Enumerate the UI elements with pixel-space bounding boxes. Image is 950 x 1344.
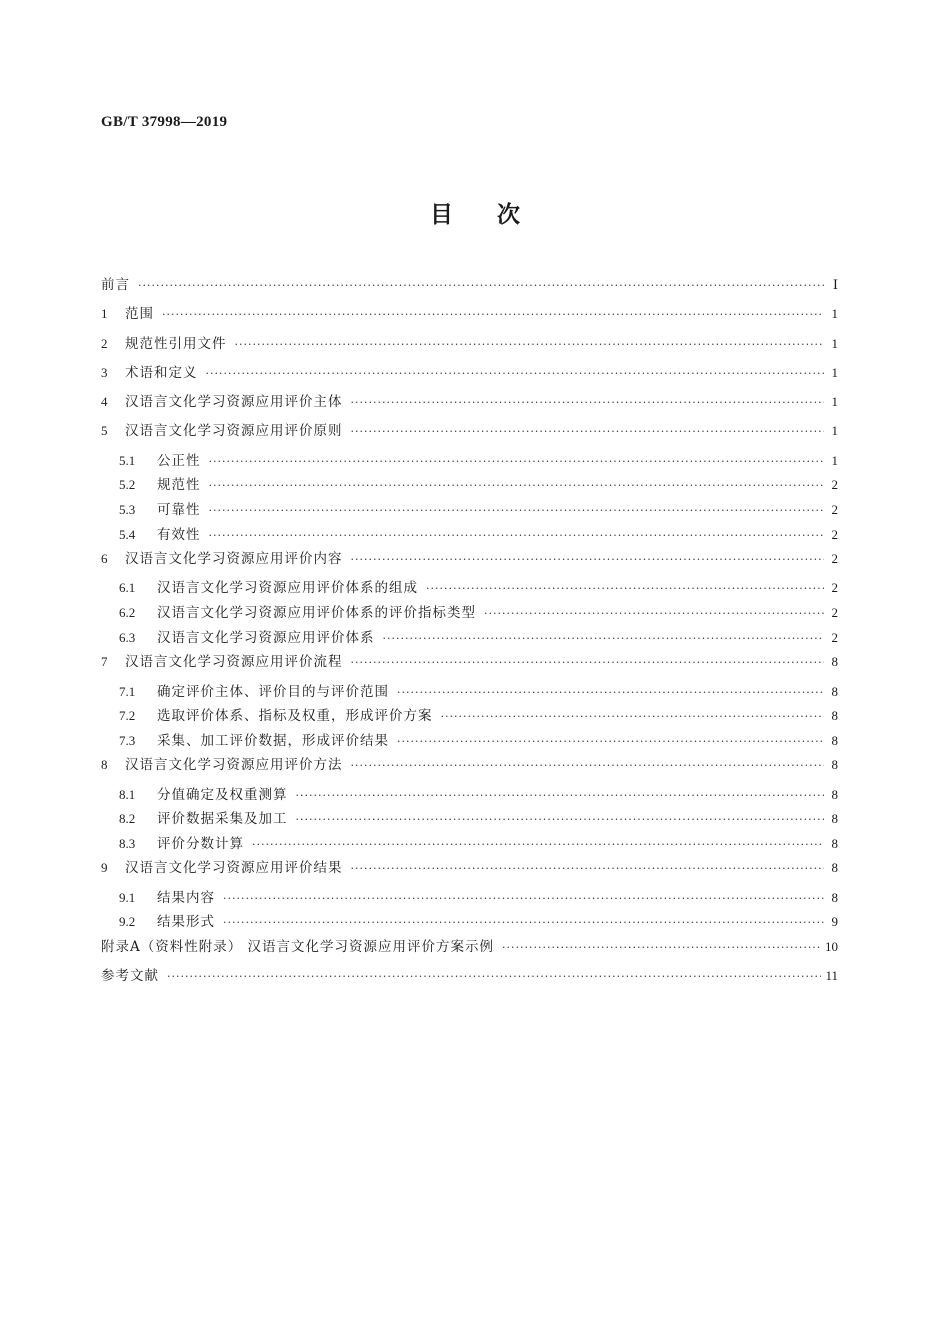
toc-entry[interactable]: [101, 420, 838, 449]
toc-entry-title: 规范性引用文件: [125, 335, 227, 352]
toc-entry-title: 汉语言文化学习资源应用评价原则: [125, 423, 343, 440]
toc-entry-title: 前言: [101, 277, 130, 293]
toc-entry-number: 5.2: [119, 477, 136, 493]
toc-entry[interactable]: [101, 274, 838, 303]
toc-entry-title: 公正性: [157, 452, 201, 469]
toc-entry-page: 9: [831, 914, 838, 930]
toc-entry[interactable]: [101, 333, 838, 362]
toc-entry-page: 1: [831, 452, 838, 468]
toc-entry-title: 评价分数计算: [157, 835, 244, 852]
toc-entry-page: 1: [831, 335, 838, 351]
toc-entry-title: 参考文献: [101, 968, 159, 985]
toc-leader-dots: [223, 891, 824, 907]
toc-entry-number: 3: [101, 364, 108, 380]
toc-entry[interactable]: [101, 681, 838, 706]
toc-entry[interactable]: [101, 524, 838, 549]
toc-entry-number: 6.3: [119, 629, 136, 645]
toc-leader-dots: [502, 940, 821, 956]
toc-entry-title: 有效性: [157, 526, 201, 543]
toc-entry-number: 7.2: [119, 708, 136, 724]
toc-entry-title: 结果内容: [157, 889, 215, 906]
toc-entry-title: 可靠性: [157, 501, 201, 518]
toc-leader-dots: [209, 503, 825, 519]
toc-entry-page: 8: [831, 786, 838, 802]
toc-entry-page: 1: [831, 306, 838, 322]
toc-leader-dots: [167, 969, 821, 985]
toc-entry[interactable]: [101, 450, 838, 475]
toc-leader-dots: [351, 655, 825, 671]
toc-entry-page: 8: [831, 835, 838, 851]
toc-entry-number: 9.2: [119, 914, 136, 930]
toc-title: 目次: [430, 202, 564, 228]
toc-entry-number: 4: [101, 394, 108, 410]
toc-leader-dots: [209, 528, 825, 544]
toc-entry[interactable]: [101, 474, 838, 499]
toc-list: [101, 274, 838, 994]
toc-leader-dots: [162, 307, 824, 323]
toc-entry[interactable]: [101, 303, 838, 332]
toc-entry-page: 10: [825, 938, 838, 954]
toc-entry-page: 11: [825, 968, 838, 984]
toc-entry-number: 6.2: [119, 605, 136, 621]
toc-entry-page: Ⅰ: [832, 277, 838, 292]
toc-entry-number: 5.3: [119, 501, 136, 517]
toc-entry-number: 7.1: [119, 683, 136, 699]
toc-entry[interactable]: [101, 784, 838, 809]
toc-entry-number: 6.1: [119, 580, 136, 596]
toc-leader-dots: [484, 606, 824, 622]
toc-entry-title: 汉语言文化学习资源应用评价流程: [125, 654, 343, 671]
toc-leader-dots: [138, 278, 824, 294]
toc-entry-title: 分值确定及权重测算: [157, 786, 288, 803]
toc-entry-title: 结果形式: [157, 914, 215, 931]
toc-entry[interactable]: [101, 911, 838, 936]
toc-leader-dots: [351, 395, 825, 411]
toc-entry-page: 2: [831, 477, 838, 493]
toc-leader-dots: [296, 788, 825, 804]
standard-code: GB/T 37998—2019: [101, 114, 228, 130]
toc-leader-dots: [351, 758, 825, 774]
toc-entry-title: 附录A（资料性附录） 汉语言文化学习资源应用评价方案示例: [101, 938, 495, 955]
toc-leader-dots: [397, 685, 824, 701]
toc-entry-number: 8.3: [119, 835, 136, 851]
toc-entry-number: 1: [101, 306, 108, 322]
toc-entry[interactable]: [101, 391, 838, 420]
toc-entry-page: 8: [831, 732, 838, 748]
toc-entry[interactable]: [101, 627, 838, 652]
toc-leader-dots: [426, 581, 824, 597]
toc-entry-title: 汉语言文化学习资源应用评价内容: [125, 551, 343, 568]
toc-entry-page: 2: [831, 551, 838, 567]
toc-entry[interactable]: [101, 499, 838, 524]
toc-entry-page: 1: [831, 394, 838, 410]
toc-entry[interactable]: [101, 808, 838, 833]
toc-entry-number: 2: [101, 335, 108, 351]
toc-leader-dots: [209, 454, 825, 470]
toc-entry-number: 9.1: [119, 889, 136, 905]
toc-leader-dots: [235, 337, 825, 353]
toc-entry-page: 8: [831, 811, 838, 827]
toc-entry[interactable]: [101, 754, 838, 783]
toc-entry-number: 7: [101, 654, 108, 670]
toc-leader-dots: [441, 709, 825, 725]
toc-entry-page: 1: [831, 364, 838, 380]
toc-entry-page: 2: [831, 580, 838, 596]
toc-entry[interactable]: [101, 857, 838, 886]
toc-entry-page: 8: [831, 654, 838, 670]
toc-entry-title: 汉语言文化学习资源应用评价主体: [125, 394, 343, 411]
toc-entry-page: 2: [831, 605, 838, 621]
toc-entry-title: 汉语言文化学习资源应用评价方法: [125, 757, 343, 774]
toc-entry-number: 8.2: [119, 811, 136, 827]
toc-leader-dots: [351, 552, 825, 568]
toc-leader-dots: [397, 734, 824, 750]
toc-entry-page: 1: [831, 423, 838, 439]
toc-entry-number: 5.4: [119, 526, 136, 542]
toc-leader-dots: [351, 424, 825, 440]
toc-entry[interactable]: [101, 548, 838, 577]
toc-entry-number: 5: [101, 423, 108, 439]
toc-entry-number: 5.1: [119, 452, 136, 468]
toc-entry[interactable]: [101, 651, 838, 680]
toc-leader-dots: [296, 812, 825, 828]
toc-entry-number: 7.3: [119, 732, 136, 748]
toc-leader-dots: [223, 915, 824, 931]
toc-entry[interactable]: [101, 936, 838, 965]
toc-leader-dots: [351, 861, 825, 877]
toc-entry[interactable]: [101, 965, 838, 994]
toc-entry-title: 规范性: [157, 477, 201, 494]
toc-entry-page: 2: [831, 526, 838, 542]
toc-entry[interactable]: [101, 887, 838, 912]
toc-entry-page: 8: [831, 757, 838, 773]
toc-entry[interactable]: [101, 730, 838, 755]
toc-entry-page: 8: [831, 708, 838, 724]
toc-entry-title: 采集、加工评价数据，形成评价结果: [157, 732, 389, 749]
toc-entry-title: 术语和定义: [125, 364, 198, 381]
toc-entry[interactable]: [101, 602, 838, 627]
toc-entry[interactable]: [101, 577, 838, 602]
toc-entry-number: 8.1: [119, 786, 136, 802]
toc-leader-dots: [206, 366, 825, 382]
toc-entry[interactable]: [101, 362, 838, 391]
toc-entry-page: 2: [831, 501, 838, 517]
toc-entry-title: 汉语言文化学习资源应用评价体系的评价指标类型: [157, 605, 476, 622]
toc-leader-dots: [252, 837, 824, 853]
toc-entry[interactable]: [101, 705, 838, 730]
toc-entry-page: 2: [831, 629, 838, 645]
toc-entry[interactable]: [101, 833, 838, 858]
toc-entry-title: 范围: [125, 306, 154, 323]
toc-entry-title: 汉语言文化学习资源应用评价体系: [157, 629, 375, 646]
toc-entry-title: 选取评价体系、指标及权重，形成评价方案: [157, 708, 433, 725]
toc-leader-dots: [383, 631, 825, 647]
toc-entry-page: 8: [831, 860, 838, 876]
toc-entry-title: 确定评价主体、评价目的与评价范围: [157, 683, 389, 700]
toc-entry-title: 汉语言文化学习资源应用评价体系的组成: [157, 580, 418, 597]
toc-entry-title: 评价数据采集及加工: [157, 811, 288, 828]
toc-entry-page: 8: [831, 889, 838, 905]
toc-leader-dots: [209, 478, 825, 494]
toc-entry-title: 汉语言文化学习资源应用评价结果: [125, 860, 343, 877]
toc-entry-page: 8: [831, 683, 838, 699]
toc-entry-number: 6: [101, 551, 108, 567]
toc-entry-number: 9: [101, 860, 108, 876]
toc-entry-number: 8: [101, 757, 108, 773]
